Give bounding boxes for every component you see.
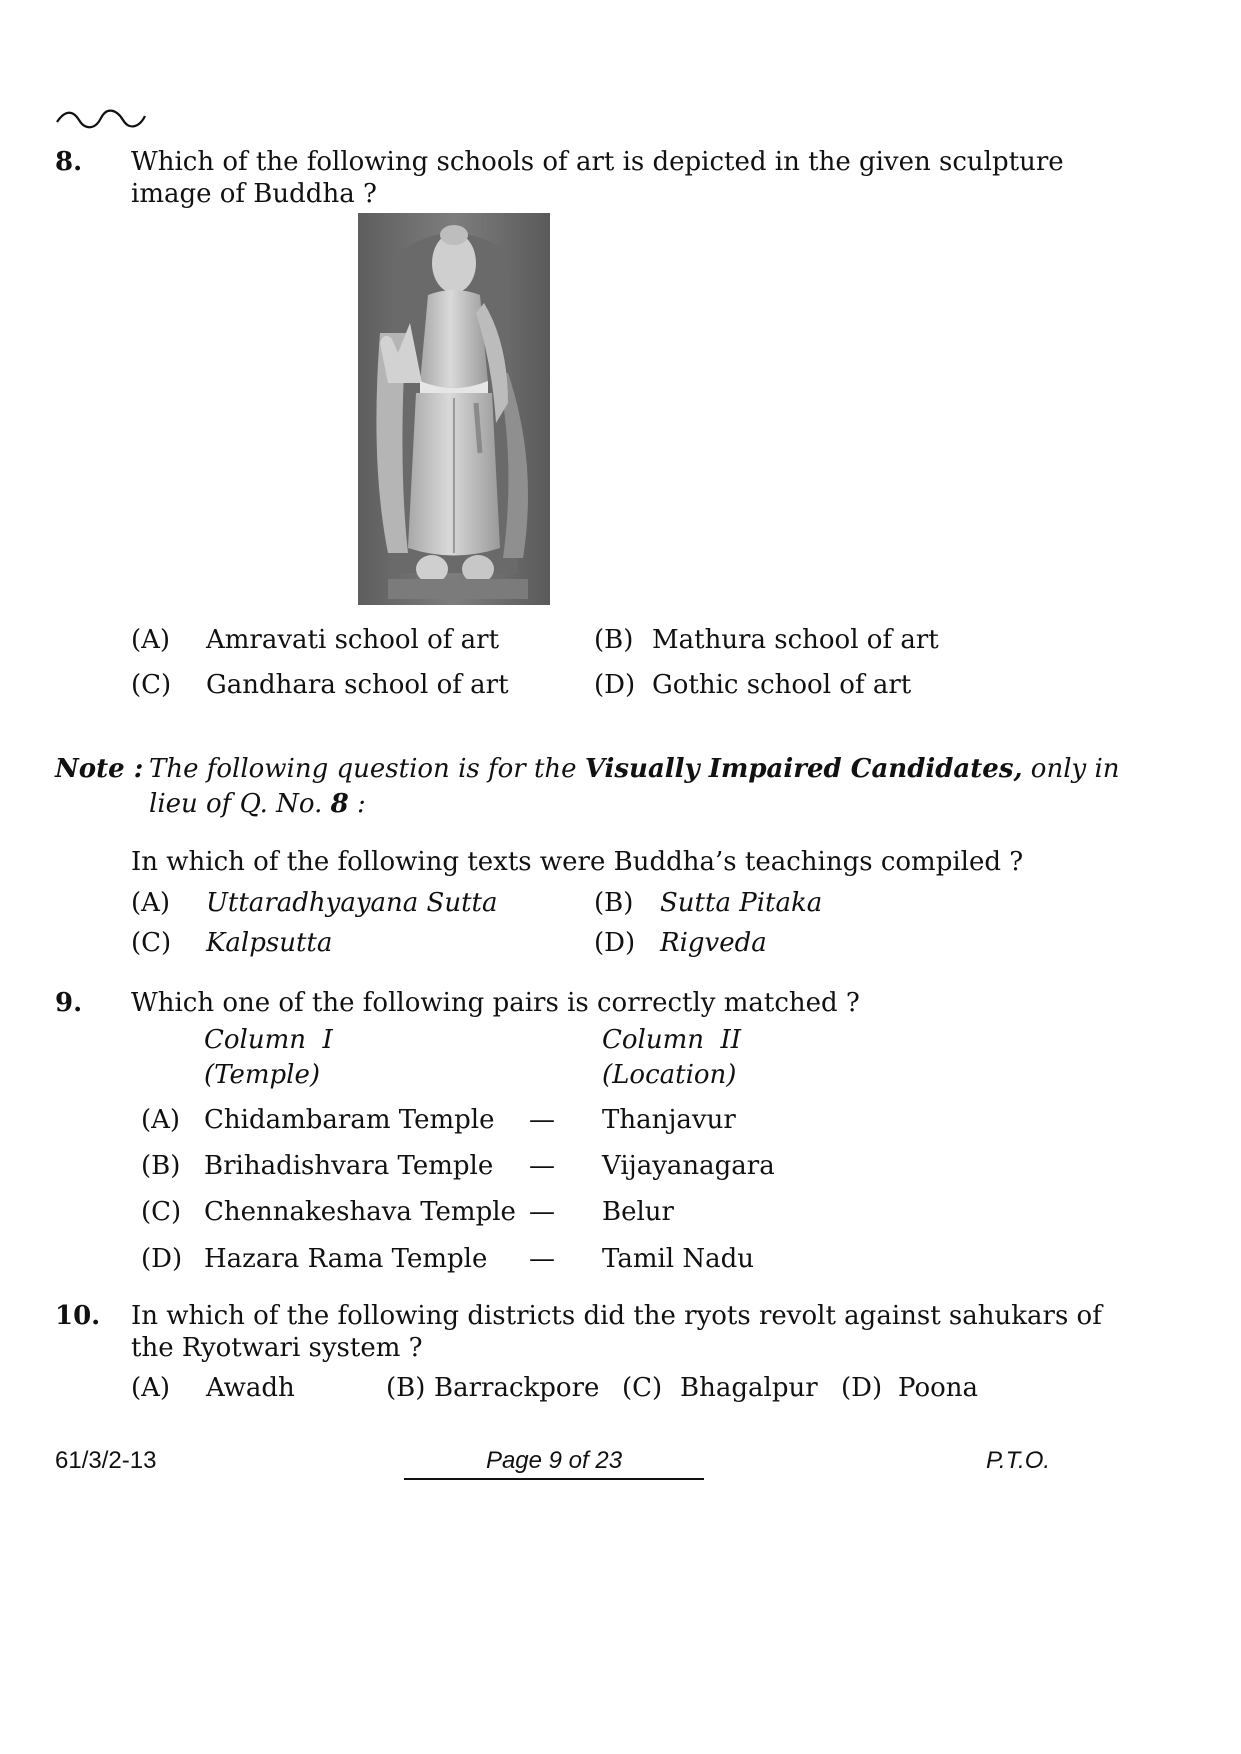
option-text: Gothic school of art (652, 670, 912, 700)
note-text (149, 751, 1120, 787)
option-text: Poona (898, 1373, 978, 1403)
option-label: (D) (594, 928, 636, 958)
option-label: (C) (131, 670, 172, 700)
column-subheader: (Temple) (204, 1060, 320, 1090)
pto-label: P.T.O. (986, 1447, 1051, 1474)
match-row-location: Vijayanagara (602, 1151, 775, 1181)
option-text: Kalpsutta (206, 928, 333, 958)
match-row-dash: — (529, 1105, 555, 1135)
question-text: the Ryotwari system ? (131, 1333, 423, 1363)
option-text: Bhagalpur (680, 1373, 818, 1403)
option-text: Rigveda (660, 928, 767, 958)
match-row-label: (A) (141, 1105, 181, 1135)
match-row-label: (C) (141, 1197, 182, 1227)
option-label: (D) (841, 1373, 883, 1403)
page-number-underline (404, 1478, 704, 1480)
match-row-label: (D) (141, 1244, 183, 1274)
column-subheader: (Location) (602, 1060, 737, 1090)
decorative-squiggle (55, 108, 147, 130)
match-row-dash: — (529, 1244, 555, 1274)
option-label: (A) (131, 888, 171, 918)
option-label: (B) (386, 1373, 426, 1403)
match-row-temple: Chennakeshava Temple (204, 1197, 516, 1227)
buddha-sculpture-image (358, 213, 550, 605)
option-label: (B) (594, 625, 634, 655)
note-text-line2 (149, 786, 366, 822)
option-text: Mathura school of art (652, 625, 939, 655)
match-row-label: (B) (141, 1151, 181, 1181)
question-text: Which of the following schools of art is depicted in the given sculpture (131, 147, 1064, 177)
paper-code: 61/3/2-13 (55, 1447, 157, 1474)
match-row-temple: Hazara Rama Temple (204, 1244, 488, 1274)
option-text: Awadh (206, 1373, 295, 1403)
question-number: 10. (55, 1301, 101, 1331)
option-label: (A) (131, 625, 171, 655)
option-text: Barrackpore (434, 1373, 600, 1403)
option-text: Amravati school of art (206, 625, 500, 655)
option-label: (C) (131, 928, 172, 958)
option-label: (C) (622, 1373, 663, 1403)
match-row-temple: Chidambaram Temple (204, 1105, 495, 1135)
note-label: Note : (55, 754, 144, 784)
question-text: image of Buddha ? (131, 179, 377, 209)
question-text: In which of the following texts were Buddha’s teachings compiled ? (131, 847, 1024, 877)
question-number: 8. (55, 147, 83, 177)
match-row-location: Belur (602, 1197, 674, 1227)
question-number: 9. (55, 988, 83, 1018)
column-header: Column I (204, 1025, 333, 1055)
note-text-bold: Visually Impaired Candidates, (584, 754, 1023, 784)
page-number: Page 9 of 23 (485, 1447, 623, 1474)
option-text: Uttaradhyayana Sutta (206, 888, 498, 918)
option-label: (D) (594, 670, 636, 700)
question-text: In which of the following districts did the ryots revolt against sahukars of (131, 1301, 1102, 1331)
note-line2-bold: 8 (330, 789, 349, 819)
match-row-location: Thanjavur (602, 1105, 736, 1135)
column-header: Column II (602, 1025, 742, 1055)
option-text: Gandhara school of art (206, 670, 509, 700)
option-label: (A) (131, 1373, 171, 1403)
note-line2-before: lieu of Q. No. (149, 789, 323, 819)
match-row-dash: — (529, 1151, 555, 1181)
match-row-dash: — (529, 1197, 555, 1227)
note-text-before: The following question is for the (149, 754, 577, 784)
note-text-after: only in (1030, 754, 1120, 784)
question-text: Which one of the following pairs is correctly matched ? (131, 988, 860, 1018)
note-line2-after: : (356, 789, 366, 819)
match-row-location: Tamil Nadu (602, 1244, 755, 1274)
option-label: (B) (594, 888, 634, 918)
match-row-temple: Brihadishvara Temple (204, 1151, 494, 1181)
option-text: Sutta Pitaka (660, 888, 823, 918)
